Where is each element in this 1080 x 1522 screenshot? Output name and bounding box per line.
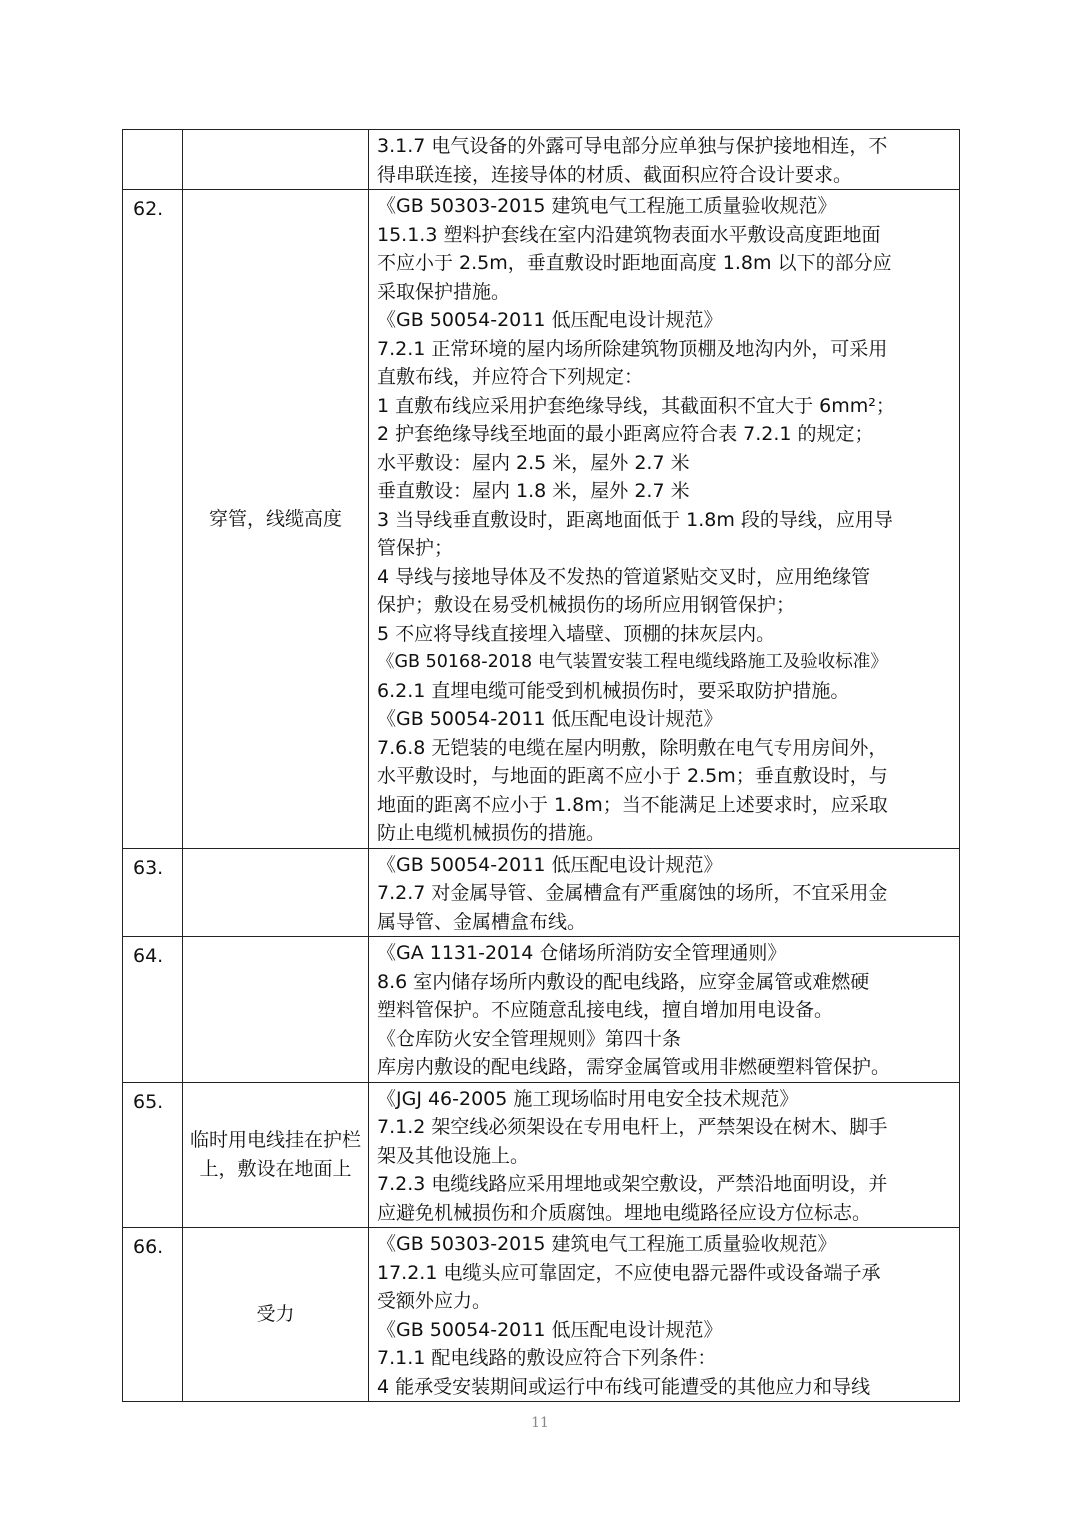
content-line: 《GB 50054-2011 低压配电设计规范》: [377, 853, 723, 876]
row-content: [369, 130, 960, 190]
row-content: [369, 848, 960, 937]
row-topic: [183, 848, 369, 937]
row-content: [369, 190, 960, 849]
table-row: [123, 1228, 960, 1402]
content-line: 15.1.3 塑料护套线在室内沿建筑物表面水平敷设高度距地面: [377, 223, 881, 246]
content-line: 7.2.7 对金属导管、金属槽盒有严重腐蚀的场所，不宜采用金: [377, 882, 888, 904]
table-row: [123, 1082, 960, 1228]
row-number: 64.: [123, 937, 183, 1083]
row-topic: [183, 937, 369, 1083]
content-line: 7.2.1 正常环境的屋内场所除建筑物顶棚及地沟内外，可采用: [377, 337, 888, 360]
page-number: 11: [531, 1415, 549, 1431]
content-line: 《JGJ 46-2005 施工现场临时用电安全技术规范》: [377, 1087, 799, 1110]
row-number: [123, 130, 183, 190]
content-line: 垂直敷设：屋内 1.8 米，屋外 2.7 米: [377, 480, 690, 502]
content-line: 《GB 50054-2011 低压配电设计规范》: [377, 1318, 723, 1341]
content-line: 采取保护措施。: [377, 280, 511, 303]
content-line: 7.6.8 无铠装的电缆在屋内明敷，除明敷在电气专用房间外，: [377, 736, 888, 759]
content-line: 《GB 50054-2011 低压配电设计规范》: [377, 708, 723, 730]
content-line: 《GB 50054-2011 低压配电设计规范》: [377, 309, 723, 331]
content-line: 17.2.1 电缆头应可靠固定，不应使电器元器件或设备端子承: [377, 1261, 881, 1284]
content-line: 应避免机械损伤和介质腐蚀。埋地电缆路径应设方位标志。: [377, 1201, 872, 1224]
content-line: 《仓库防火安全管理规则》第四十条: [377, 1027, 682, 1050]
content-line: 3 当导线垂直敷设时，距离地面低于 1.8m 段的导线，应用导: [377, 508, 893, 531]
content-line: 保护；敷设在易受机械损伤的场所应用钢管保护；: [377, 594, 796, 616]
content-line: 管保护；: [377, 537, 454, 559]
content-line: 属导管、金属槽盒布线。: [377, 910, 587, 933]
row-number: 63.: [123, 848, 183, 937]
content-line: 5 不应将导线直接埋入墙壁、顶棚的抹灰层内。: [377, 622, 776, 645]
content-line: 《GB 50303-2015 建筑电气工程施工质量验收规范》: [377, 195, 837, 217]
content-line: 受额外应力。: [377, 1290, 492, 1312]
content-line: 8.6 室内储存场所内敷设的配电线路，应穿金属管或难燃硬: [377, 970, 870, 993]
content-line: 不应小于 2.5m，垂直敷设时距地面高度 1.8m 以下的部分应: [377, 252, 892, 274]
content-line: 7.1.1 配电线路的敷设应符合下列条件：: [377, 1347, 717, 1369]
content-line: 地面的距离不应小于 1.8m；当不能满足上述要求时，应采取: [377, 793, 888, 816]
row-topic: 临时用电线挂在护栏上，敷设在地面上: [183, 1082, 369, 1228]
regulation-table: [122, 129, 960, 1402]
content-line: 得串联连接，连接导体的材质、截面积应符合设计要求。: [377, 163, 853, 186]
row-content: [369, 1228, 960, 1402]
row-topic: 受力: [183, 1228, 369, 1402]
content-line: 水平敷设：屋内 2.5 米，屋外 2.7 米: [377, 451, 690, 474]
content-line: 2 护套绝缘导线至地面的最小距离应符合表 7.2.1 的规定；: [377, 423, 874, 445]
content-line: 水平敷设时，与地面的距离不应小于 2.5m；垂直敷设时，与: [377, 765, 888, 787]
row-content: [369, 937, 960, 1083]
row-number: 62.: [123, 190, 183, 849]
row-number: 66.: [123, 1228, 183, 1402]
row-topic: [183, 130, 369, 190]
row-content: [369, 1082, 960, 1228]
row-topic: 穿管，线缆高度: [183, 190, 369, 849]
table-row: [123, 848, 960, 937]
content-line: 7.1.2 架空线必须架设在专用电杆上，严禁架设在树木、脚手: [377, 1116, 888, 1138]
content-line: 6.2.1 直埋电缆可能受到机械损伤时，要采取防护措施。: [377, 679, 850, 702]
content-line: 4 导线与接地导体及不发热的管道紧贴交叉时，应用绝缘管: [377, 565, 871, 588]
content-line: 7.2.3 电缆线路应采用埋地或架空敷设，严禁沿地面明设，并: [377, 1173, 888, 1195]
table-row: [123, 190, 960, 849]
content-line: 库房内敷设的配电线路，需穿金属管或用非燃硬塑料管保护。: [377, 1056, 891, 1078]
table-row: [123, 130, 960, 190]
content-line: 3.1.7 电气设备的外露可导电部分应单独与保护接地相连，不: [377, 135, 888, 157]
content-line: 架及其他设施上。: [377, 1144, 530, 1167]
content-line: 《GB 50168-2018 电气装置安装工程电缆线路施工及验收标准》: [377, 652, 888, 672]
content-line: 《GA 1131-2014 仓储场所消防安全管理通则》: [377, 942, 787, 964]
content-line: 防止电缆机械损伤的措施。: [377, 822, 606, 844]
content-line: 塑料管保护。不应随意乱接电线，擅自增加用电设备。: [377, 999, 834, 1021]
content-line: 4 能承受安装期间或运行中布线可能遭受的其他应力和导线: [377, 1375, 871, 1398]
content-line: 《GB 50303-2015 建筑电气工程施工质量验收规范》: [377, 1233, 837, 1255]
row-number: 65.: [123, 1082, 183, 1228]
table-row: [123, 937, 960, 1083]
content-line: 1 直敷布线应采用护套绝缘导线，其截面积不宜大于 6mm²；: [377, 394, 895, 417]
content-line: 直敷布线，并应符合下列规定：: [377, 366, 644, 388]
